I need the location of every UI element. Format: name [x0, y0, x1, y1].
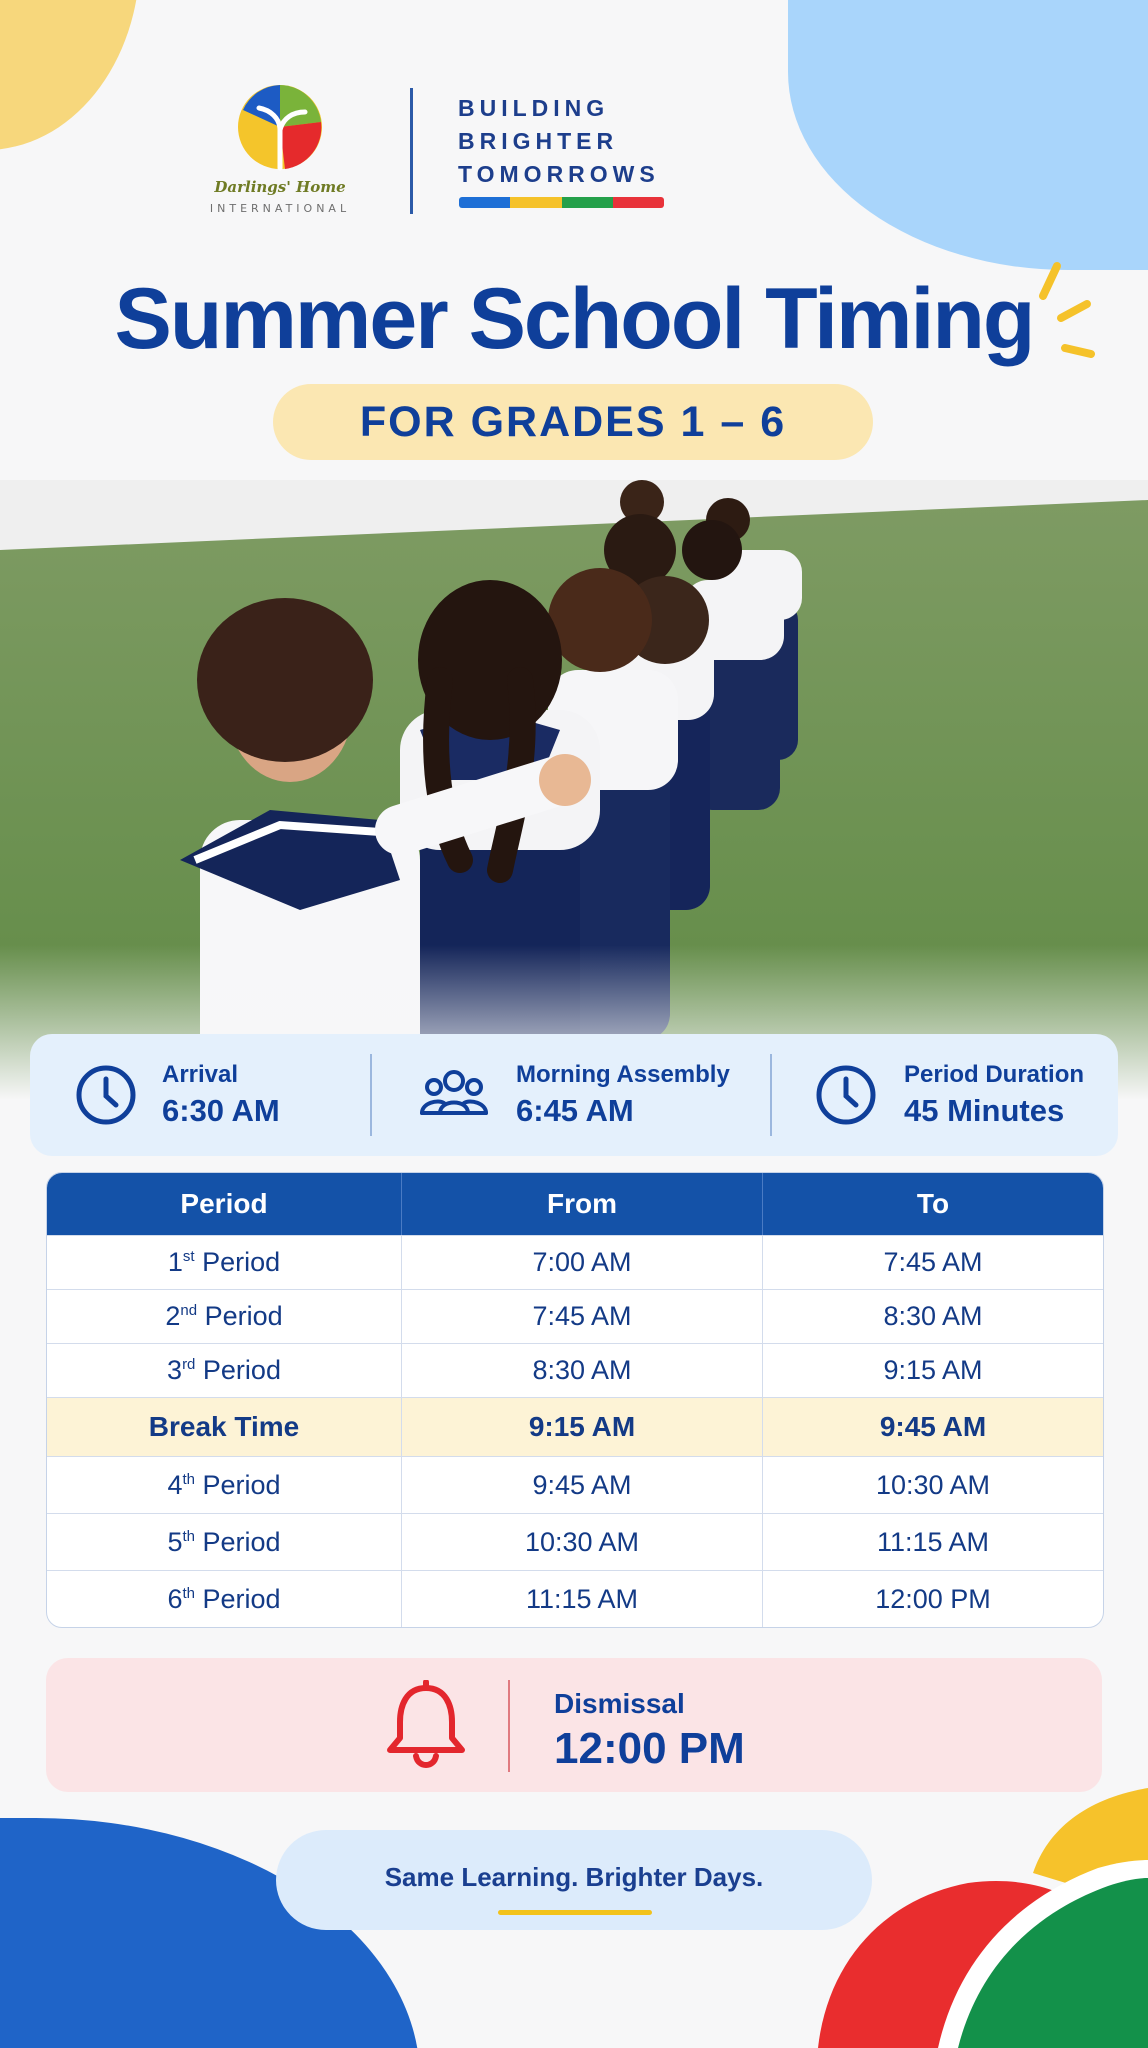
table-row-break — [47, 1397, 1103, 1456]
cell-to: 9:45 AM — [879, 1411, 987, 1442]
period-label: Period — [197, 1301, 283, 1331]
cell-from: 7:45 AM — [402, 1290, 763, 1343]
cell-period — [47, 1457, 402, 1513]
ordinal-suffix: th — [182, 1471, 195, 1488]
table-row — [47, 1289, 1103, 1343]
dismissal-time: 12:00 PM — [554, 1724, 745, 1773]
table-body — [47, 1235, 1103, 1627]
ordinal-suffix: th — [182, 1585, 195, 1602]
motto-pill — [276, 1830, 872, 1930]
tagline-color-bar — [459, 197, 664, 208]
info-bar — [30, 1034, 1118, 1156]
cell-period — [47, 1236, 402, 1289]
column-header-period: Period — [47, 1173, 402, 1235]
cell-from: 9:45 AM — [402, 1457, 763, 1513]
cell-period — [47, 1514, 402, 1570]
period-label: Period — [194, 1584, 281, 1614]
cell-from: 8:30 AM — [402, 1344, 763, 1397]
color-segment — [562, 197, 613, 208]
table-row — [47, 1343, 1103, 1397]
grades-badge: FOR GRADES 1 – 6 — [273, 384, 873, 460]
info-period-duration — [772, 1034, 1118, 1156]
clock-icon — [814, 1063, 878, 1127]
column-header-to: To — [916, 1188, 950, 1219]
dismissal-divider — [508, 1680, 510, 1772]
period-label: Period — [194, 1470, 281, 1500]
cell-to: 9:15 AM — [883, 1355, 983, 1385]
motto-underline — [498, 1910, 652, 1915]
cell-to: 7:45 AM — [883, 1247, 983, 1277]
ordinal-suffix: st — [182, 1248, 195, 1265]
page-title: Summer School Timing — [114, 271, 1034, 367]
info-label: Arrival — [162, 1061, 239, 1088]
table-row — [47, 1456, 1103, 1513]
children-in-line-photo — [0, 480, 1148, 1100]
tagline — [458, 92, 660, 191]
info-arrival — [30, 1034, 370, 1156]
cell-period — [47, 1398, 402, 1456]
group-icon — [418, 1063, 490, 1127]
info-label: Morning Assembly — [516, 1061, 730, 1088]
ordinal-suffix: nd — [180, 1302, 198, 1319]
bell-icon — [382, 1680, 470, 1772]
cell-from: 9:15 AM — [402, 1398, 763, 1456]
cell-to: 10:30 AM — [875, 1470, 991, 1500]
decor-blob-yellow — [0, 0, 140, 150]
table-row — [47, 1570, 1103, 1627]
table-header — [47, 1173, 1103, 1235]
table-row — [47, 1513, 1103, 1570]
tagline-line-2: BRIGHTER — [458, 128, 619, 154]
color-segment — [510, 197, 561, 208]
school-logo — [200, 82, 360, 215]
dismissal-label: Dismissal — [554, 1688, 685, 1719]
period-number: 2 — [165, 1301, 181, 1331]
color-segment — [613, 197, 664, 208]
cell-period — [47, 1290, 402, 1343]
color-segment — [459, 197, 510, 208]
sparkle-icon — [1035, 258, 1095, 368]
info-label: Period Duration — [904, 1061, 1085, 1088]
ordinal-suffix: rd — [182, 1356, 196, 1373]
table-row — [47, 1235, 1103, 1289]
period-label: Break Time — [148, 1411, 300, 1442]
info-value: 6:30 AM — [162, 1093, 280, 1128]
brand-subtitle: INTERNATIONAL — [209, 202, 351, 215]
info-assembly — [372, 1034, 770, 1156]
cell-to: 8:30 AM — [883, 1301, 983, 1331]
period-number: 4 — [167, 1470, 183, 1500]
ordinal-suffix: th — [182, 1528, 195, 1545]
column-header-from: From — [402, 1173, 763, 1235]
period-number: 3 — [167, 1355, 183, 1385]
dismissal-card — [46, 1658, 1102, 1792]
period-label: Period — [194, 1527, 281, 1557]
period-number: 1 — [167, 1247, 183, 1277]
cell-from: 7:00 AM — [402, 1236, 763, 1289]
period-number: 6 — [167, 1584, 183, 1614]
cell-period — [47, 1344, 402, 1397]
decor-blob-light-blue — [788, 0, 1148, 270]
cell-to: 11:15 AM — [876, 1527, 990, 1557]
tagline-line-1: BUILDING — [458, 95, 610, 121]
logo-emblem-icon — [235, 82, 325, 172]
cell-from: 10:30 AM — [402, 1514, 763, 1570]
cell-to: 12:00 PM — [875, 1584, 991, 1614]
brand-name: Darlings' Home — [214, 178, 346, 196]
motto-text: Same Learning. Brighter Days. — [384, 1862, 764, 1892]
cell-from: 11:15 AM — [402, 1571, 763, 1627]
info-value: 6:45 AM — [516, 1093, 634, 1128]
period-label: Period — [194, 1247, 281, 1277]
period-number: 5 — [167, 1527, 183, 1557]
header-divider — [410, 88, 413, 214]
period-label: Period — [195, 1355, 281, 1385]
info-value: 45 Minutes — [904, 1093, 1065, 1128]
clock-icon — [74, 1063, 138, 1127]
cell-period — [47, 1571, 402, 1627]
schedule-table — [46, 1172, 1104, 1628]
tagline-line-3: TOMORROWS — [458, 161, 660, 187]
